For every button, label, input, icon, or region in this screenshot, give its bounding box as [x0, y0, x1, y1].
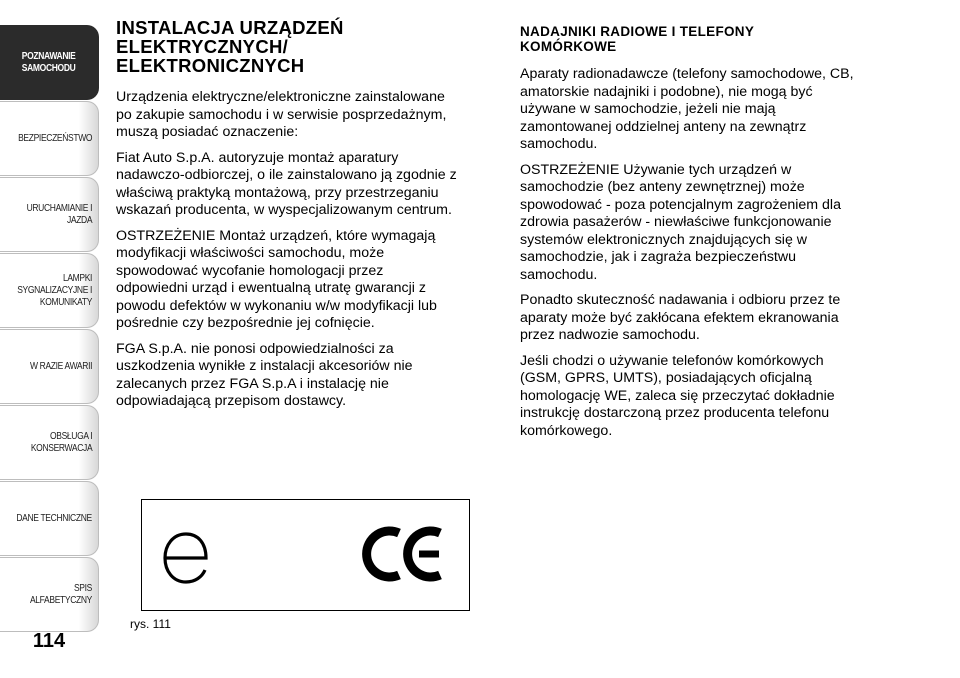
- page-number: 114: [32, 630, 66, 652]
- tab-poznawanie-samochodu[interactable]: [0, 25, 99, 100]
- paragraph: Urządzenia elektryczne/elektroniczne zainstalowane po zakupie samochodu i w serwisie posprzedażnym, muszą posiadać oznaczenie:: [116, 89, 447, 140]
- sidebar-nav: [0, 0, 100, 620]
- tab-spis-alfabetyczny[interactable]: [0, 557, 99, 632]
- left-column: [116, 18, 496, 419]
- tab-uruchamianie-i-jazda[interactable]: [0, 177, 99, 252]
- marks-graphic: [142, 500, 468, 609]
- paragraph: FGA S.p.A. nie ponosi odpowiedzialności za uszkodzenia wynikłe z instalacji akcesoriów nie zalecanych przez FGA S.p.A i instalację nie odpowiadającą przepisom dostawcy.: [116, 340, 413, 409]
- tab-w-razie-awarii[interactable]: [0, 329, 99, 404]
- tab-lampki-sygnalizacyjne[interactable]: [0, 253, 99, 328]
- tab-dane-techniczne[interactable]: [0, 481, 99, 556]
- tab-bezpieczenstwo[interactable]: [0, 101, 99, 176]
- paragraph: Aparaty radionadawcze (telefony samochodowe, CB, amatorskie nadajniki i podobne), nie mogą być używane w samochodzie, jeżeli nie mają zamontowanej oddzielnej anteny na zewnątrz samochodu.: [520, 66, 854, 152]
- tab-label: DANE TECHNICZNE: [16, 512, 92, 524]
- warning-paragraph: OSTRZEŻENIE Montaż urządzeń, które wymagają modyfikacji właściwości samochodu, może spowodować wycofanie homologacji przez odpowiedni urząd i ewentualną utratę gwarancji z powodu defektów w wykonaniu w/w modyfikacji lub pośrednie czy bezpośrednie jej cofnięcie.: [116, 227, 437, 331]
- tab-label: W RAZIE AWARII: [29, 360, 92, 372]
- tab-label: BEZPIECZEŃSTWO: [17, 132, 92, 144]
- ce-mark-icon: [367, 531, 440, 577]
- paragraph: Jeśli chodzi o używanie telefonów komórkowych (GSM, GPRS, UMTS), posiadających oficjalną homologację WE, zaleca się przeczytać dokładnie instrukcję dostarczoną przez producenta telefonu komórkowego.: [520, 352, 835, 439]
- section-title-radio-transmitters: NADAJNIKI RADIOWE I TELEFONY KOMÓRKOWE: [520, 24, 755, 54]
- paragraph: Ponadto skuteczność nadawania i odbioru przez te aparaty może być zakłócana efektem ekranowania przez nadwozie samochodu.: [520, 292, 841, 343]
- tab-label: POZNAWANIE SAMOCHODU: [22, 50, 76, 74]
- tab-label: SPIS ALFABETYCZNY: [29, 582, 92, 606]
- tab-label: LAMPKI SYGNALIZACYJNE I KOMUNIKATY: [17, 272, 92, 308]
- figure-caption: rys. 111: [130, 617, 171, 631]
- e-mark-icon: [165, 534, 206, 582]
- section-title-installation: INSTALACJA URZĄDZEŃ ELEKTRYCZNYCH/ ELEKTRONICZNYCH: [116, 17, 344, 76]
- paragraph: Fiat Auto S.p.A. autoryzuje montaż aparatury nadawczo-odbiorczej, o ile zainstalowano ją zgodnie z właściwą praktyką montażową, przy przestrzeganiu wskazań producenta, w wyspecjalizowanym centrum.: [116, 149, 457, 218]
- right-column: [520, 18, 910, 448]
- tab-obsluga-i-konserwacja[interactable]: [0, 405, 99, 480]
- tab-label: URUCHAMIANIE I JAZDA: [26, 202, 92, 226]
- tab-label: OBSŁUGA I KONSERWACJA: [30, 430, 92, 454]
- figure-marks: [141, 499, 470, 611]
- warning-paragraph: OSTRZEŻENIE Używanie tych urządzeń w samochodzie (bez anteny zewnętrznej) może spowodować - poza potencjalnym zagrożeniem dla zdrowia pasażerów - niewłaściwe funkcjonowanie systemów elektronicznych znajdujących się w samochodzie, jak i zagraża bezpieczeństwu samochodu.: [520, 161, 841, 283]
